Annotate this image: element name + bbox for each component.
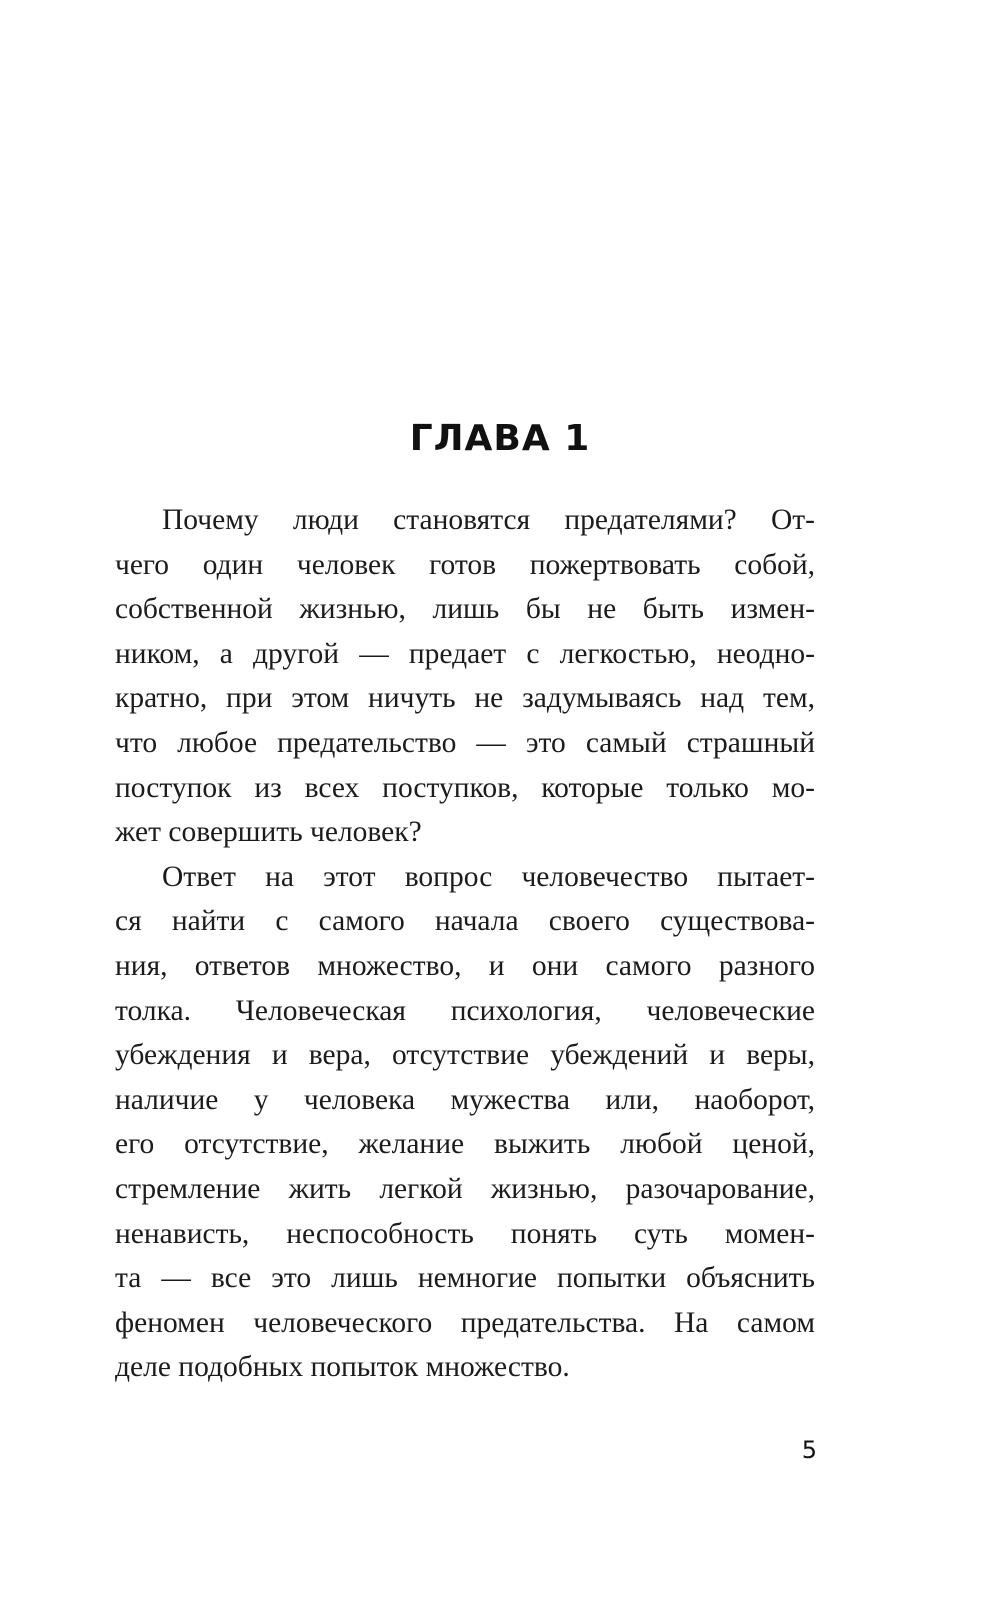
text-line: кратно, при этом ничуть не задумываясь над тем, <box>115 682 815 715</box>
text-line: ником, а другой — предает с легкостью, неодно- <box>115 637 815 670</box>
chapter-title: ГЛАВА 1 <box>409 418 591 459</box>
text-line: толка. Человеческая психология, человеческие <box>115 994 815 1027</box>
text-line: его отсутствие, желание выжить любой ценой, <box>115 1128 815 1161</box>
chapter-body <box>115 498 815 1390</box>
text-line: Ответ на этот вопрос человечество пытает- <box>162 860 815 893</box>
text-line: стремление жить легкой жизнью, разочарование, <box>115 1172 815 1205</box>
text-line: Почему люди становятся предателями? От- <box>162 504 815 536</box>
text-line: ненависть, неспособность понять суть момен- <box>115 1217 815 1250</box>
page-number: 5 <box>801 1436 817 1464</box>
text-line: ся найти с самого начала своего существова- <box>115 905 815 938</box>
text-line: та — все это лишь немногие попытки объяснить <box>115 1262 815 1295</box>
paragraph <box>115 855 815 1390</box>
text-line: деле подобных попыток множество. <box>115 1351 570 1384</box>
paragraph <box>115 498 815 855</box>
text-line: собственной жизнью, лишь бы не быть измен- <box>115 593 815 626</box>
text-line: ния, ответов множество, и они самого разного <box>115 949 815 982</box>
text-line: жет совершить человек? <box>115 816 422 849</box>
text-line: убеждения и вера, отсутствие убеждений и веры, <box>115 1039 815 1072</box>
text-line: феномен человеческого предательства. На самом <box>115 1306 815 1339</box>
text-line: чего один человек готов пожертвовать собой, <box>115 548 815 581</box>
text-line: что любое предательство — это самый страшный <box>115 726 815 759</box>
text-line: наличие у человека мужества или, наоборот, <box>115 1083 815 1116</box>
text-line: поступок из всех поступков, которые только мо- <box>115 771 815 804</box>
